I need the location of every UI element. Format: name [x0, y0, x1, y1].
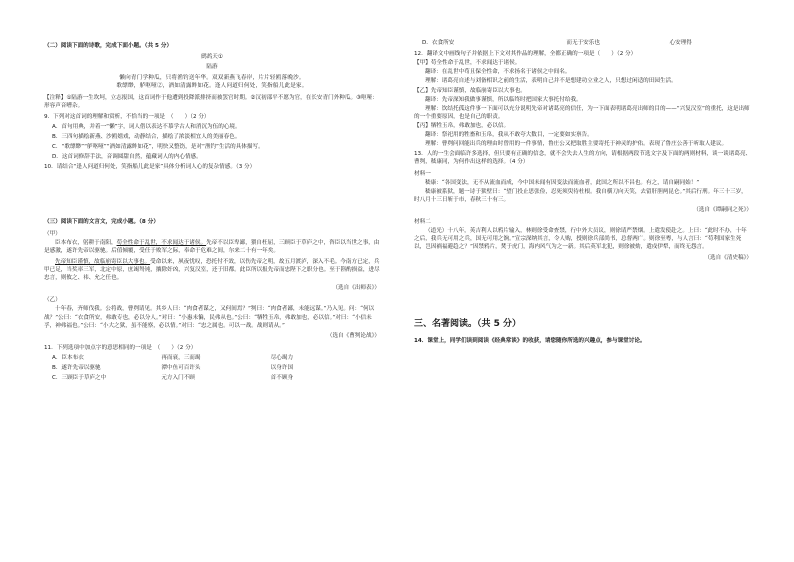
poem-author: 陆游 [206, 64, 218, 71]
material-1-label: 材料一 [414, 170, 431, 177]
question-12: 12．翻译文中画线句子并依据上下文对其作品的理解，全都正确的一项是（ ）（2 分） [414, 51, 637, 58]
q11-row-c [52, 374, 380, 382]
material-2-source: （选自《清史稿》） [704, 254, 752, 261]
question-11: 11．下列选项中加点字的意思相同的一项是 （ ）（2 分） [44, 344, 197, 351]
source-yi: （选自《曹刿论战》） [326, 332, 380, 339]
q9-option-c: C．“歌缥缈”“舻呕哑”“酒如清露鲊如花”，明快又整饬，是对“渔钓”生活的具体描写。 [52, 144, 264, 151]
right-column [414, 0, 752, 346]
section-3-big-heading: 三、名著阅读。（共 5 分） [414, 318, 522, 329]
passage-yi-label: （乙） [44, 297, 61, 304]
q11-b-2: 潭中鱼可百许头 [161, 365, 201, 372]
poem-line-2: 歌缥缈，舻呕哑②，酒如清露鲊如花。逢人问道归何处，笑指船儿此是家。 [116, 83, 308, 90]
jia-underlined-sentence-1: 苟全性命于乱世，不求闻达于诸侯。 [116, 239, 207, 246]
q11-d-2: 而无于安乐也 [566, 40, 600, 46]
q12-yi-label: 【乙】先帝知臣谨慎，故临崩寄臣以大事也。 [414, 87, 526, 94]
q11-row-b [52, 364, 380, 372]
q12-bing-label: 【丙】牺牲玉帛，弗敢加也，必以信。 [414, 122, 510, 129]
q12-yi-translation: 翻译：先帝深知我做事谨慎，所以临终时把国家大事托付给我。 [425, 96, 582, 103]
question-9: 9．下列对这首词的理解和赏析，不恰当的一项是 （ ）（2 分） [44, 113, 210, 120]
q12-jia-label: 【甲】苟全性命于乱世，不求闻达于诸侯。 [414, 60, 521, 67]
section-2-heading: （二）阅读下面的诗歌，完成下面小题。（共 5 分） [44, 43, 173, 49]
jia-para-2-rest: 受命以来，夙夜忧叹，恐托付不效，以伤先帝之明，故五月渡泸，深入不毛。今南方已定，兵甲已足，当奖率三军，北定中原，庶竭驽钝，攘除奸凶，兴复汉室，还于旧都。此臣所以报先帝而忠陛下之职分也。至于斟酌损益，进尽忠言，则攸之、祎、允之任也。 [44, 258, 380, 282]
q11-c-3: 首不顾身 [270, 375, 294, 382]
question-10: 10．请结合“逢人问道归何处，笑指船儿此是家”具体分析词人心的复杂情感。（3 分） [44, 164, 256, 171]
material-1-para-1: 嵇康：“各国变法，无不从流血而成，今中国未闻有因变法而流血者，此国之所以不昌也。有之，请自嗣同始！” [425, 179, 700, 186]
passage-jia-label: （甲） [44, 230, 61, 237]
q11-d-1: D．衣食所安 [422, 40, 455, 46]
q12-yi-understanding: 理解：饮结托孤这件事一下面可以充分说明先帝对诸葛亮的信任，为一下面表明诸葛亮出师的目的——“兴复汉室”的重托，这是出师的一个重要原因，也是自己的职责。 [414, 105, 750, 120]
passage-jia-para-1 [44, 239, 380, 255]
q11-a-3: 尽心竭力 [270, 354, 294, 361]
poem-note: 【注释】①陆游一生坎坷，立志报国，这首词作于他遭到投降派排挤而被罢官时期。②汉初邵平不愿为官，在长安青门外种瓜。③呕哑：形容声音嘈杂。 [44, 94, 378, 109]
q11-a-2: 再而衰，三而竭 [161, 354, 201, 361]
material-1-source: （选自《谭嗣同之死》） [693, 206, 752, 213]
q9-option-d: D．这首词修辞手法，音调圆甜自然，蕴藏词人的内心情感。 [52, 154, 202, 161]
jia-underlined-sentence-2: 先帝知臣谨慎，故临崩寄臣以大事也。 [55, 258, 151, 265]
q11-b-1: B．遂许先帝以驱驰 [52, 365, 101, 372]
passage-yi-para-1: 十年春，齐师伐我。公将战，曹刿请见。其乡人曰：“肉食者谋之，又何间焉？”刿曰：“肉食者鄙，未能远谋。”乃入见。问：“何以战？”公曰：“衣食所安，弗敢专也，必以分人。”对曰：“小惠未徧，民弗从也。”公曰：“牺牲玉帛，弗敢加也，必以信。”对曰：“小信未孚，神弗福也。”公曰：“小大之狱，虽不能察，必以情。”对曰：“忠之属也。可以一战。战则请从。” [44, 306, 375, 329]
section-3-heading: （三）阅读下面的文言文，完成小题。（8 分） [44, 219, 159, 226]
q11-d-3: 心安理得 [669, 40, 692, 46]
q9-option-a: A．首句用典，并着一“懒”字，词人借以表达不慕学古人和消沉为伍的心境。 [52, 123, 241, 130]
question-13: 13．人的一生会面临许多选择，但只要有正确的信念，就不会失去人生的方向，请根据两段节选文字及下面的两则材料，谈一谈诸葛亮、曹刿，嵇康同，为何作出这样的选择。（4 分） [414, 151, 752, 166]
q11-c-2: 元方入门不顾 [161, 375, 195, 382]
jia-text-rest: 先帝不以臣卑鄙，猥自枉屈，三顾臣于草庐之中，咨臣以当世之事，由是感激，遂许先帝以驱驰。后值倾覆，受任于败军之际，奉命于危难之间，尔来二十有一年矣。 [44, 239, 380, 254]
material-1-para-2: 嵇康被系狱，题一诗于狱壁曰：“望门投止思张俭，忍死须臾待杜根。我自横刀向天笑，去留肝胆两昆仑。”其后行刑。年三十三岁，时八月十三日斩于市，春秋三十有三。 [414, 188, 747, 203]
q11-b-3: 以身许国 [270, 365, 294, 372]
q11-a-1: A．臣本布衣 [52, 354, 84, 361]
q12-jia-translation: 翻译：在乱世中苟且保全性命，不求扬名于诸侯之中间名。 [425, 69, 571, 76]
jia-text-start: 臣本布衣，躬耕于南阳， [55, 239, 117, 246]
question-14: 14．课堂上，同学们读到阅读《经典常谈》的收获，请您随你所选的兴趣点，参与课堂讨论。 [414, 337, 646, 344]
q9-option-b: B．三四句描绘新燕、沙鸥嬉戏，动静结合，描绘了浓淡相宜人的美丽春色。 [52, 133, 241, 140]
material-2-para-1: （道光）十八年，英吉利人以鸦片输入，林则徐受命查禁，行中外大员议，则徐请严禁烟。上遣发使赴之。上曰：“此时不办，十年之后，我兵无可用之兵，国无可用之饷。”宣宗深纳其言，令人购，授则徐兵部尚书，总督两广。则徐至粤，与人言曰：“苟利国家生死以，岂因祸福避趋之？”因禁鸦片，焚于虎门，海内风气为之一新。其后英军北犯，则徐被劾，遣戍伊犁，而终无怨言。 [414, 228, 747, 251]
q12-bing-understanding: 理解：曹刿问回能出兵的理由时曾用的一件事情，鲁庄公又把取胜主要寄托于神灵的护佑。表现了鲁庄公善于听取人建议。 [425, 141, 728, 148]
poem-line-1: 懒向青门学种瓜，只将渔钓送年华。双双新燕飞春岸，片片轻鸥落晚沙。 [119, 75, 305, 82]
poem-title: 鹧鸪天① [201, 54, 223, 61]
material-2-label: 材料二 [414, 219, 431, 226]
q11-c-1: C．三顾臣于草庐之中 [52, 375, 107, 382]
q12-jia-understanding: 理解：诸葛亮自述与刘备相识之前的生活，表明自己并不是想建功立业之人，只想过闲适的田园生活。 [425, 78, 677, 85]
q11-row-d [422, 39, 752, 47]
source-jia: （选自《出师表》） [332, 285, 380, 292]
left-column [44, 0, 380, 384]
passage-jia-para-2 [44, 258, 380, 282]
q11-row-a [52, 354, 380, 362]
q12-bing-translation: 翻译：祭祀用的牲畜和玉帛，我从不敢夸大数目，一定要如实禀告。 [425, 132, 593, 139]
